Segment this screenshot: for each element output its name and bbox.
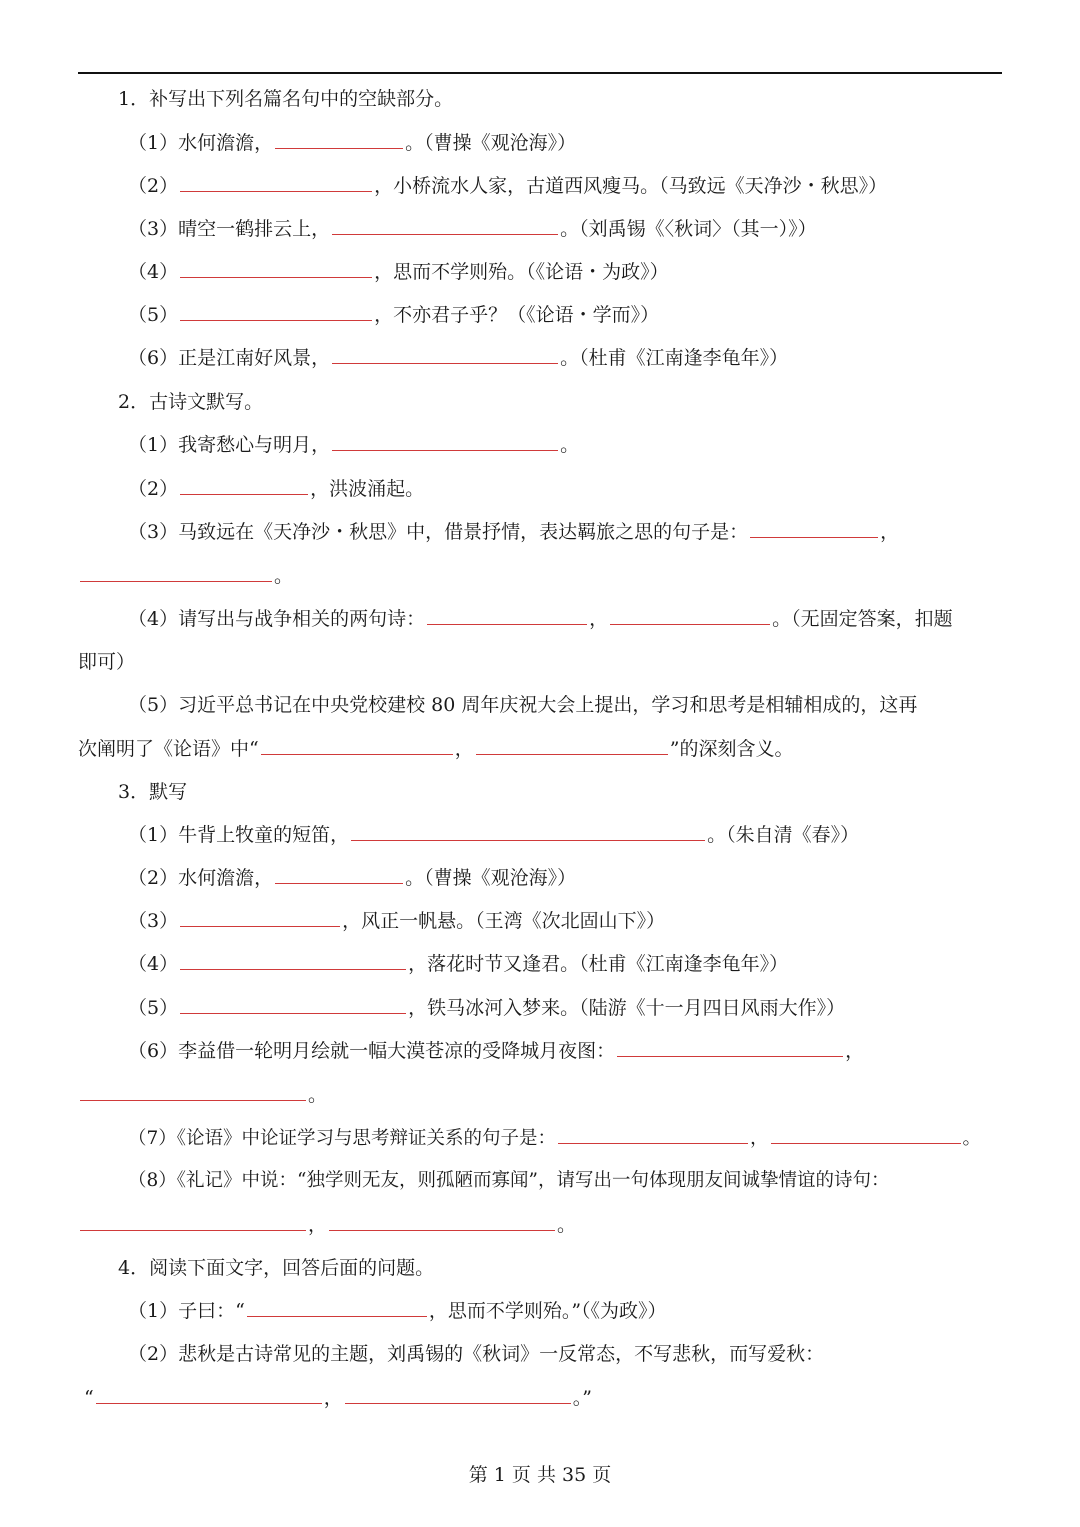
q4-item-2: （2）悲秋是古诗常见的主题，刘禹锡的《秋词》一反常态，不写悲秋，而写爱秋： bbox=[128, 1343, 825, 1365]
q3-item-7: （7）《论语》中论证学习与思考辩证关系的句子是： ， 。 bbox=[128, 1125, 981, 1152]
q1-item-2: （2） ，小桥流水人家，古道西风瘦马。（马致远《天净沙・秋思》） bbox=[128, 175, 888, 197]
answer-blank[interactable] bbox=[80, 563, 272, 582]
header-rule bbox=[78, 72, 1002, 74]
q3-item-2: （2）水何澹澹， 。（曹操《观沧海》） bbox=[128, 867, 577, 889]
q1-item-4: （4） ，思而不学则殆。（《论语・为政》） bbox=[128, 261, 669, 283]
answer-blank[interactable] bbox=[476, 736, 668, 755]
q2-item-4: （4）请写出与战争相关的两句诗： ， 。（无固定答案，扣题 bbox=[128, 608, 953, 630]
answer-blank[interactable] bbox=[180, 259, 372, 278]
answer-blank[interactable] bbox=[750, 519, 878, 538]
q3-item-8: （8）《礼记》中说：“独学则无友，则孤陋而寡闻”，请写出一句体现朋友间诚挚情谊的诗句： bbox=[128, 1170, 890, 1191]
q3-item-6-cont: 。 bbox=[78, 1082, 327, 1108]
answer-blank[interactable] bbox=[80, 1082, 306, 1101]
q2-item-5: （5）习近平总书记在中央党校建校 80 周年庆祝大会上提出，学习和思考是相辅相成的，这再 bbox=[128, 694, 918, 716]
q1-title: 1．补写出下列名篇名句中的空缺部分。 bbox=[118, 88, 454, 110]
answer-blank[interactable] bbox=[345, 1385, 571, 1404]
answer-blank[interactable] bbox=[180, 173, 372, 192]
q2-title: 2．古诗文默写。 bbox=[118, 391, 264, 413]
answer-blank[interactable] bbox=[80, 1212, 306, 1231]
answer-blank[interactable] bbox=[332, 216, 558, 235]
q3-item-3: （3） ，风正一帆悬。（王湾《次北固山下》） bbox=[128, 910, 666, 932]
q1-item-5: （5） ，不亦君子乎？（《论语・学而》） bbox=[128, 304, 660, 326]
answer-blank[interactable] bbox=[329, 1212, 555, 1231]
answer-blank[interactable] bbox=[180, 302, 372, 321]
q3-title: 3．默写 bbox=[118, 781, 188, 803]
page-footer: 第 1 页 共 35 页 bbox=[468, 1464, 612, 1486]
answer-blank[interactable] bbox=[771, 1125, 961, 1144]
q2-item-3-cont: 。 bbox=[78, 563, 293, 589]
q1-item-6: （6）正是江南好风景， 。（杜甫《江南逢李龟年》） bbox=[128, 347, 789, 369]
answer-blank[interactable] bbox=[180, 476, 308, 495]
answer-blank[interactable] bbox=[610, 606, 770, 625]
q4-item-1: （1）子曰：“ ，思而不学则殆。”（《为政》） bbox=[128, 1300, 667, 1322]
q2-item-4-cont: 即可） bbox=[78, 651, 136, 673]
answer-blank[interactable] bbox=[180, 908, 340, 927]
answer-blank[interactable] bbox=[427, 606, 587, 625]
answer-blank[interactable] bbox=[180, 951, 406, 970]
q1-item-3: （3）晴空一鹤排云上， 。（刘禹锡《〈秋词〉（其一）》） bbox=[128, 218, 817, 240]
answer-blank[interactable] bbox=[247, 1298, 427, 1317]
answer-blank[interactable] bbox=[261, 736, 453, 755]
answer-blank[interactable] bbox=[351, 822, 705, 841]
q4-title: 4．阅读下面文字，回答后面的问题。 bbox=[118, 1257, 435, 1279]
q1-item-1: （1）水何澹澹， 。（曹操《观沧海》） bbox=[128, 132, 577, 154]
answer-blank[interactable] bbox=[275, 865, 403, 884]
answer-blank[interactable] bbox=[332, 432, 558, 451]
q4-item-2-cont: “ ， 。” bbox=[84, 1387, 592, 1409]
answer-blank[interactable] bbox=[275, 130, 403, 149]
q3-item-1: （1）牛背上牧童的短笛， 。（朱自清《春》） bbox=[128, 824, 860, 846]
answer-blank[interactable] bbox=[617, 1038, 843, 1057]
q3-item-6: （6）李益借一轮明月绘就一幅大漠苍凉的受降城月夜图： ， bbox=[128, 1040, 865, 1062]
q2-item-5-cont: 次阐明了《论语》中“ ， ”的深刻含义。 bbox=[78, 738, 794, 760]
answer-blank[interactable] bbox=[558, 1125, 748, 1144]
q2-item-2: （2） ，洪波涌起。 bbox=[128, 478, 425, 500]
answer-blank[interactable] bbox=[96, 1385, 322, 1404]
q2-item-1: （1）我寄愁心与明月， 。 bbox=[128, 434, 580, 456]
q3-item-5: （5） ，铁马冰河入梦来。（陆游《十一月四日风雨大作》） bbox=[128, 997, 846, 1019]
q3-item-4: （4） ，落花时节又逢君。（杜甫《江南逢李龟年》） bbox=[128, 953, 789, 975]
q3-item-8-cont: ， 。 bbox=[78, 1212, 576, 1238]
answer-blank[interactable] bbox=[180, 995, 406, 1014]
answer-blank[interactable] bbox=[332, 345, 558, 364]
q2-item-3: （3）马致远在《天净沙・秋思》中，借景抒情，表达羁旅之思的句子是： ， bbox=[128, 521, 900, 543]
